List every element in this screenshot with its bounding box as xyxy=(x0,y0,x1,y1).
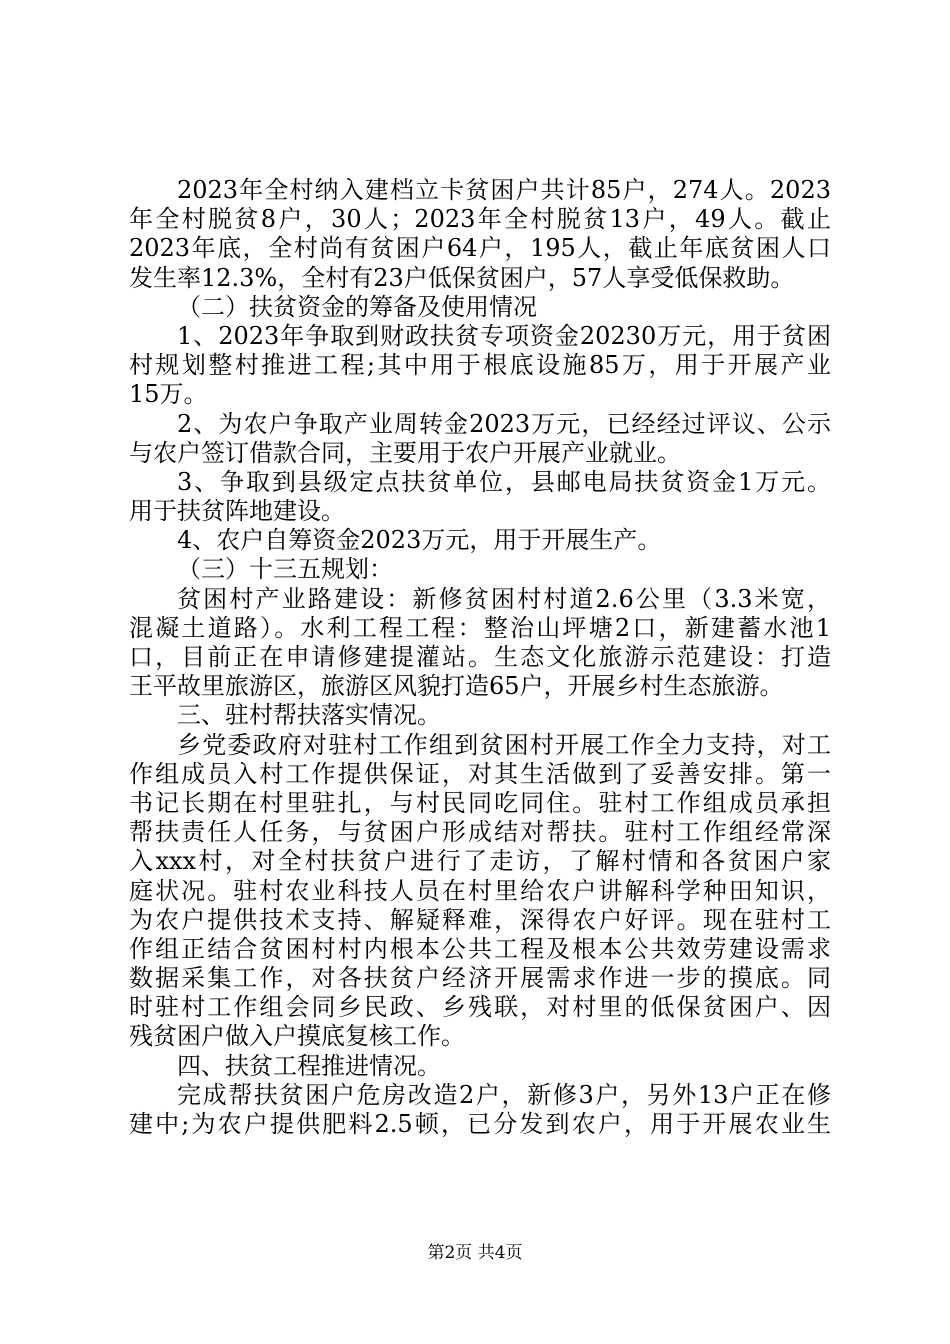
text-line: 与农户签订借款合同，主要用于农户开展产业就业。 xyxy=(129,438,681,467)
text-line: 作组成员入村工作提供保证，对其生活做到了妥善安排。第一 xyxy=(129,759,831,788)
text-line: 为农户提供技术支持、解疑释难，深得农户好评。现在驻村工 xyxy=(129,905,831,934)
text-line: 四、扶贫工程推进情况。 xyxy=(177,1051,441,1080)
text-line: 4、农户自筹资金2023万元，用于开展生产。 xyxy=(177,526,662,555)
text-line: 庭状况。驻村农业科技人员在村里给农户讲解科学种田知识， xyxy=(129,876,831,905)
text-line: （三）十三五规划： xyxy=(177,555,393,584)
text-line: 书记长期在村里驻扎，与村民同吃同住。驻村工作组成员承担 xyxy=(129,788,831,817)
text-line: 数据采集工作，对各扶贫户经济开展需求作进一步的摸底。同 xyxy=(129,964,831,993)
text-line: 2、为农户争取产业周转金2023万元，已经经过评议、公示 xyxy=(177,409,831,438)
text-line: （二）扶贫资金的筹备及使用情况 xyxy=(177,292,537,321)
text-line: 15万。 xyxy=(129,380,208,409)
page-footer: 第2页 共4页 xyxy=(427,1243,523,1263)
text-line: 村规划整村推进工程;其中用于根底设施85万，用于开展产业 xyxy=(129,351,831,380)
text-line: 口，目前正在申请修建提灌站。生态文化旅游示范建设：打造 xyxy=(129,643,831,671)
text-line: 1、2023年争取到财政扶贫专项资金20230万元，用于贫困 xyxy=(177,321,831,350)
text-line: 三、驻村帮扶落实情况。 xyxy=(177,701,441,730)
text-line: 3、争取到县级定点扶贫单位，县邮电局扶贫资金1万元。 xyxy=(177,467,831,496)
text-line: 混凝土道路）。水利工程工程：整治山坪塘2口，新建蓄水池1 xyxy=(129,613,831,642)
text-line: 王平故里旅游区，旅游区风貌打造65户，开展乡村生态旅游。 xyxy=(129,672,784,701)
text-line: 完成帮扶贫困户危房改造2户，新修3户，另外13户正在修 xyxy=(177,1080,831,1109)
text-line: 作组正结合贫困村村内根本公共工程及根本公共效劳建设需求 xyxy=(129,934,831,963)
text-line: 入xxx村，对全村扶贫户进行了走访，了解村情和各贫困户家 xyxy=(129,847,831,876)
text-line: 发生率12.3%，全村有23户低保贫困户，57人享受低保救助。 xyxy=(129,263,795,292)
text-line: 2023年全村纳入建档立卡贫困户共计85户，274人。2023 xyxy=(177,176,831,204)
text-line: 残贫困户做入户摸底复核工作。 xyxy=(129,1022,465,1051)
text-line: 2023年底，全村尚有贫困户64户，195人，截止年底贫困人口 xyxy=(129,234,831,263)
text-line: 贫困村产业路建设：新修贫困村村道2.6公里（3.3米宽， xyxy=(177,584,831,613)
text-line: 用于扶贫阵地建设。 xyxy=(129,497,345,526)
text-line: 乡党委政府对驻村工作组到贫困村开展工作全力支持，对工 xyxy=(177,730,831,759)
text-line: 建中;为农户提供肥料2.5顿，已分发到农户，用于开展农业生 xyxy=(129,1110,831,1138)
text-line: 年全村脱贫8户，30人；2023年全村脱贫13户，49人。截止 xyxy=(129,205,831,234)
text-line: 帮扶责任人任务，与贫困户形成结对帮扶。驻村工作组经常深 xyxy=(129,818,831,847)
document-body xyxy=(129,176,831,1139)
text-line: 时驻村工作组会同乡民政、乡残联，对村里的低保贫困户、因 xyxy=(129,993,831,1022)
